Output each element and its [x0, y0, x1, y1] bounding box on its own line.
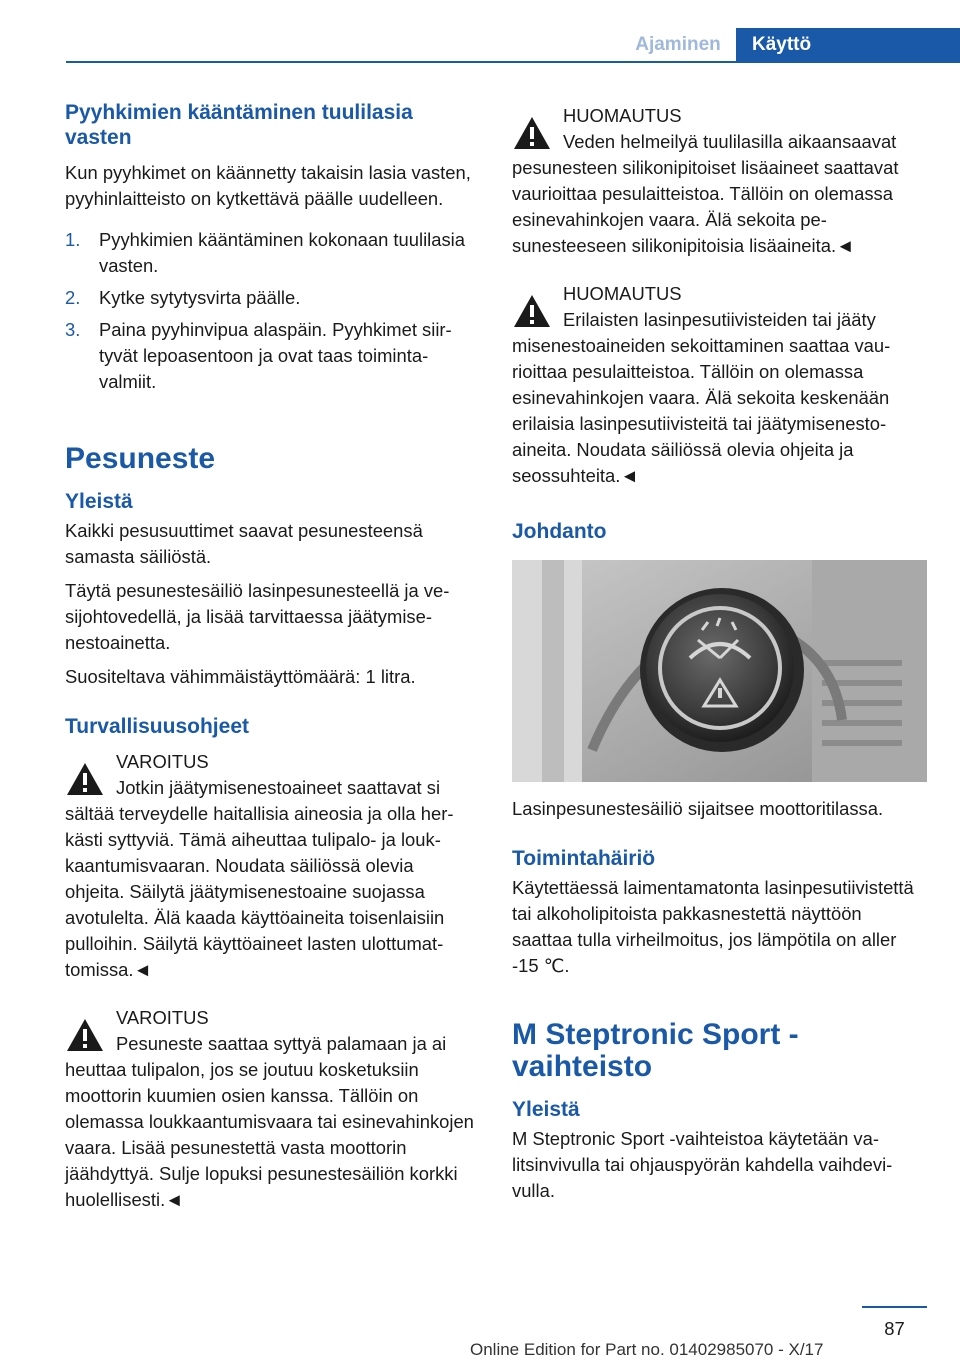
- step-text: Paina pyyhinvipua alaspäin. Pyyhkimet siirtyvät lepoasentoon ja ovat taas toimintavalmiit.: [99, 319, 452, 392]
- step-number: 3.: [65, 319, 81, 340]
- notice-title: HUOMAUTUS: [563, 105, 682, 126]
- steptronic-general-heading: Yleistä: [512, 1098, 580, 1121]
- notice-rest: pesunesteen silikonipitoiset lisäaineet saattavat vaurioittaa pesulaitteistoa. Tällöin on olemassa esinevahinkojen vaara. Älä sekoita pesunesteeseen silikonipitoisia lisäaineita.◄: [512, 157, 899, 256]
- notice-triangle-icon: [512, 115, 552, 151]
- washer-p2: Täytä pesunestesäiliö lasinpesunesteellä ja vesijohtovedellä, ja lisää tarvittaessa jäätymisenestoainetta.: [65, 580, 450, 653]
- header-section-tab: Ajaminen: [635, 34, 721, 55]
- malfunction-heading: Toimintahäiriö: [512, 847, 656, 870]
- wiper-heading: Pyyhkimien kääntäminen tuulilasia vasten: [65, 101, 413, 149]
- notice-block-1: [512, 103, 927, 259]
- warning-first-line: Jotkin jäätymisenestoaineet saattavat si: [116, 777, 441, 798]
- notice-triangle-icon: [512, 293, 552, 329]
- warning-triangle-icon: [65, 761, 105, 797]
- warning-first-line: Pesuneste saattaa syttyä palamaan ja ai: [116, 1033, 447, 1054]
- washer-heading: Pesuneste: [65, 442, 216, 475]
- warning-title: VAROITUS: [116, 1007, 209, 1028]
- notice-first-line: Erilaisten lasinpesutiivisteiden tai jääty: [563, 309, 876, 330]
- page-number: 87: [884, 1318, 905, 1339]
- step-text: Pyyhkimien kääntäminen kokonaan tuulilasia vasten.: [99, 229, 465, 276]
- list-item: [65, 227, 477, 279]
- notice-rest: misenestoaineiden sekoittaminen saattaa vaurioittaa pesulaitteistoa. Tällöin on olemassa esinevahinkojen vaara. Älä sekoita keskenään erilaisia lasinpesutiivisteitä tai jäätymisenestoaineita. Noudata säiliössä olevia ohjeita ja seossuhteita.◄: [512, 335, 891, 486]
- warning-rest: heuttaa tulipalon, jos se joutuu kosketuksiin moottorin kuumien osien kanssa. Tällöin on olemassa loukkaantumisvaara tai esinevahinkojen vaara. Lisää pesunestettä vasta moottorin jäähdyttyä. Sulje lopuksi pesunestesäiliön korkki huolellisesti.◄: [65, 1059, 474, 1210]
- warning-text: [65, 1031, 477, 1213]
- photo-caption: Lasinpesunestesäiliö sijaitsee moottoritilassa.: [512, 798, 884, 819]
- intro-heading: Johdanto: [512, 520, 607, 543]
- washer-reservoir-photo: [512, 560, 927, 782]
- notice-first-line: Veden helmeilyä tuulilasilla aikaansaavat: [563, 131, 897, 152]
- warning-rest: sältää terveydelle haitallisia aineosia ja olla herkästi syttyviä. Tämä aiheuttaa tulipalo- ja loukkaantumisvaaran. Noudata säiliössä olevia ohjeita. Säilytä jäätymisenestoaine suojassa avotulelta. Älä kaada käyttöaineita toisenlaisiin pulloihin. Säilytä käyttöaineet lasten ulottumattomissa.◄: [65, 803, 454, 980]
- page-number-rule: [862, 1306, 927, 1308]
- left-column: [65, 100, 477, 1213]
- list-item: [65, 317, 477, 395]
- washer-p3: Suositeltava vähimmäistäyttömäärä: 1 litra.: [65, 666, 416, 687]
- warning-block-1: [65, 749, 477, 983]
- washer-p1: Kaikki pesusuuttimet saavat pesunesteensä samasta säiliöstä.: [65, 520, 423, 567]
- step-text: Kytke sytytysvirta päälle.: [99, 287, 301, 308]
- list-item: [65, 285, 477, 311]
- step-number: 2.: [65, 287, 81, 308]
- warning-text: [65, 775, 477, 983]
- wiper-steps: [65, 227, 477, 395]
- edition-footer: Online Edition for Part no. 01402985070 - X/17: [470, 1340, 824, 1359]
- notice-block-2: [512, 281, 927, 489]
- wiper-intro: Kun pyyhkimet on käännetty takaisin lasia vasten, pyyhinlaitteisto on kytkettävä päälle uudelleen.: [65, 162, 471, 209]
- notice-text: [512, 129, 927, 259]
- steptronic-heading: M Steptronic Sport -vaihteisto: [512, 1018, 799, 1083]
- warning-triangle-icon: [65, 1017, 105, 1053]
- header-chapter-tab: Käyttö: [736, 28, 960, 63]
- step-number: 1.: [65, 229, 81, 250]
- warning-title: VAROITUS: [116, 751, 209, 772]
- washer-general-heading: Yleistä: [65, 490, 133, 513]
- notice-title: HUOMAUTUS: [563, 283, 682, 304]
- safety-heading: Turvallisuusohjeet: [65, 715, 249, 738]
- right-column: [512, 100, 927, 1204]
- steptronic-text: M Steptronic Sport -vaihteistoa käytetään valitsinvivulla tai ohjauspyörän kahdella vaihdevivulla.: [512, 1128, 893, 1201]
- notice-text: [512, 307, 927, 489]
- malfunction-text: Käytettäessä laimentamatonta lasinpesutiivistettä tai alkoholipitoista pakkasnestettä näyttöön saattaa tulla virheilmoitus, jos lämpötila on aller -15 ℃.: [512, 877, 914, 976]
- warning-block-2: [65, 1005, 477, 1213]
